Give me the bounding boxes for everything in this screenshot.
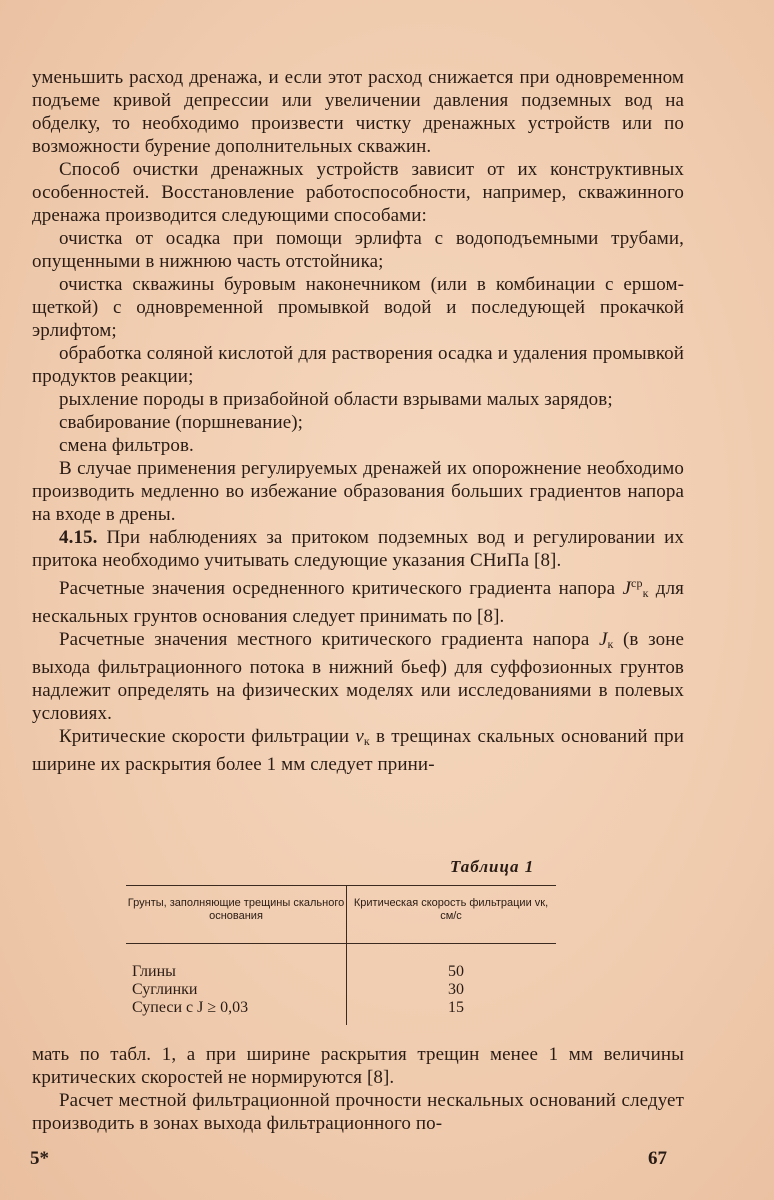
list-item: рыхление породы в призабойной области взрывами малых зарядов;: [59, 389, 613, 410]
list-item: свабирование (поршневание);: [59, 412, 304, 433]
paragraph-average-gradient: [32, 572, 684, 628]
paragraph-regulated-drains: В случае применения регулируемых дренажей их опорожнение необходимо производить медленно во избежание образования больших градиентов напора на входе в дрены.: [32, 458, 684, 525]
paragraph-local-strength: Расчет местной фильтрационной прочности нескальных оснований следует производить в зонах выхода фильтрационного по-: [32, 1090, 684, 1134]
math-superscript: ср: [631, 576, 643, 590]
math-subscript: к: [642, 586, 649, 600]
table-row-name: Суглинки: [132, 981, 198, 998]
table-row-value: 30: [448, 981, 464, 998]
text-span: Расчетные значения местного критического градиента напора: [59, 629, 599, 650]
table-row-value: 15: [448, 999, 464, 1016]
table-row-name: Глины: [132, 963, 176, 980]
table-row-name: Супеси с J ≥ 0,03: [132, 999, 249, 1016]
text-span: в трещинах скальных оснований при ширине их раскрытия более 1 мм следует прини-: [32, 726, 684, 775]
continuation-text: [32, 1043, 684, 1135]
list-item: обработка соляной кислотой для растворения осадка и удаления промывкой продуктов реакции;: [32, 343, 684, 387]
page-number: 67: [648, 1148, 667, 1169]
printer-signature: 5*: [30, 1148, 49, 1169]
table-row-value: 50: [448, 963, 464, 980]
table-header-soils: Грунты, заполняющие трещины скального основания: [127, 897, 345, 922]
section-text: При наблюдениях за притоком подземных вод и регулировании их притока необходимо учитывать следующие указания СНиПа [8].: [32, 527, 684, 571]
list-item: очистка скважины буровым наконечником (или в комбинации с ершом-щеткой) с одновременной промывкой водой и последующей прокачкой эрлифтом;: [32, 274, 684, 341]
paragraph-critical-speed: [32, 725, 684, 776]
table-rule-header: [126, 943, 556, 944]
table-header-speed: Критическая скорость фильтрации vк, см/с: [353, 897, 549, 922]
list-item: очистка от осадка при помощи эрлифта с водоподъемными трубами, опущенными в нижнюю часть отстойника;: [32, 228, 684, 272]
math-symbol: J: [598, 629, 608, 650]
table-rule-top: [126, 885, 556, 886]
paragraph-cleaning-method: Способ очистки дренажных устройств зависит от их конструктивных особенностей. Восстановление работоспособности, например, скважинного дренажа производится следующими способами:: [32, 159, 684, 226]
text-span: Критические скорости фильтрации: [59, 726, 356, 747]
main-text: [32, 66, 684, 776]
text-span: (в зоне выхода фильтрационного потока в нижний бьеф) для суффозионных грунтов надлежит определять на физических моделях или исследованиями в полевых условиях.: [32, 629, 684, 724]
section-number: 4.15.: [59, 527, 98, 548]
text-span: для нескальных грунтов основания следует принимать по [8].: [32, 578, 684, 627]
paragraph-continuation: уменьшить расход дренажа, и если этот расход снижается при одновременном подъеме кривой депрессии или увеличении давления подземных вод на обделку, то необходимо произвести чистку дренажных устройств или по возможности бурение дополнительных скважин.: [32, 67, 684, 157]
table-caption: Таблица 1: [450, 857, 535, 876]
paragraph-table-reference: мать по табл. 1, а при ширине раскрытия трещин менее 1 мм величины критических скоростей не нормируются [8].: [32, 1044, 684, 1088]
section-4-15: [32, 526, 684, 572]
critical-speed-table: [126, 885, 556, 1025]
math-symbol: v: [355, 726, 364, 747]
math-symbol: J: [622, 578, 632, 599]
list-item: смена фильтров.: [59, 435, 194, 456]
math-subscript: к: [363, 734, 370, 748]
math-subscript: к: [607, 637, 614, 651]
paragraph-local-gradient: [32, 628, 684, 725]
text-span: Расчетные значения осредненного критического градиента напора: [59, 578, 623, 599]
